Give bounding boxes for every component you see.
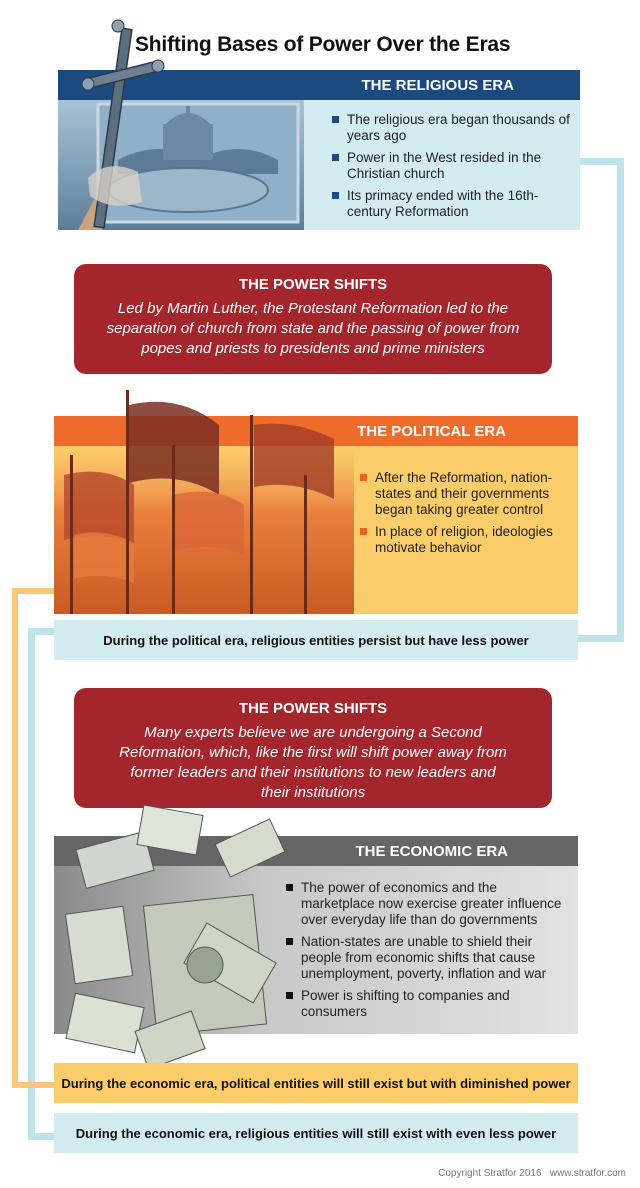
connector-religious-to-note	[578, 635, 624, 642]
economic-religious-note	[54, 1113, 578, 1153]
economic-bullet-3: Power is shifting to companies and consumers	[284, 988, 572, 1020]
economic-bullet-2: Nation-states are unable to shield their people from economic shifts that cause unemployment, poverty, inflation and war	[284, 934, 572, 982]
power-shift-2-box	[74, 688, 552, 808]
flags-illustration	[54, 385, 354, 614]
power-shift-1-text: Led by Martin Luther, the Protestant Reformation led to the separation of church from state and the passing of power from popes and priests to presidents and prime ministers	[106, 300, 520, 357]
economic-era-bullets	[284, 880, 572, 1026]
political-era-note	[54, 620, 578, 660]
connector-political-vertical	[12, 588, 18, 1088]
economic-political-note	[54, 1063, 578, 1103]
religious-bullet-2: Power in the West resided in the Christian church	[330, 150, 570, 182]
political-bullet-2: In place of religion, ideologies motivate behavior	[358, 524, 568, 556]
page-title: Shifting Bases of Power Over the Eras	[135, 33, 511, 56]
political-era-note-text: During the political era, religious entities persist but have less power	[103, 632, 529, 648]
power-shift-1-box	[74, 264, 552, 374]
economic-era-title: THE ECONOMIC ERA	[355, 842, 508, 860]
power-shift-2-text: Many experts believe we are undergoing a Second Reformation, which, like the first will shift power away from former leaders and their institutions to new leaders and their institutions	[119, 724, 507, 801]
connector-religious-vertical	[617, 158, 624, 642]
religious-bullet-3: Its primacy ended with the 16th-century Reformation	[330, 188, 570, 220]
economic-political-note-text: During the economic era, political entities will still exist but with diminished power	[61, 1075, 571, 1091]
power-shift-2-title: THE POWER SHIFTS	[238, 700, 388, 717]
political-bullet-1: After the Reformation, nation-states and their governments began taking greater control	[358, 470, 568, 518]
religious-era-bullets	[330, 112, 570, 226]
connector-political-bottom	[12, 1082, 56, 1088]
connector-political-left	[12, 588, 56, 594]
power-shift-1-title: THE POWER SHIFTS	[238, 276, 388, 293]
copyright: Copyright Stratfor 2016 www.stratfor.com	[438, 1168, 626, 1179]
banknotes-illustration	[60, 800, 290, 1070]
economic-religious-note-text: During the economic era, religious entities will still exist with even less power	[75, 1125, 557, 1141]
connector-religious-bottom	[28, 1133, 54, 1140]
religious-bullet-1: The religious era began thousands of years ago	[330, 112, 570, 144]
connector-religious-left-vertical	[28, 628, 35, 1140]
crucifix-staff-icon	[78, 18, 168, 238]
religious-era-title: THE RELIGIOUS ERA	[361, 76, 514, 94]
economic-bullet-1: The power of economics and the marketplace now exercise greater influence over everyday life than do governments	[284, 880, 572, 928]
political-era-bullets	[358, 470, 568, 562]
political-era-title: THE POLITICAL ERA	[357, 422, 506, 440]
